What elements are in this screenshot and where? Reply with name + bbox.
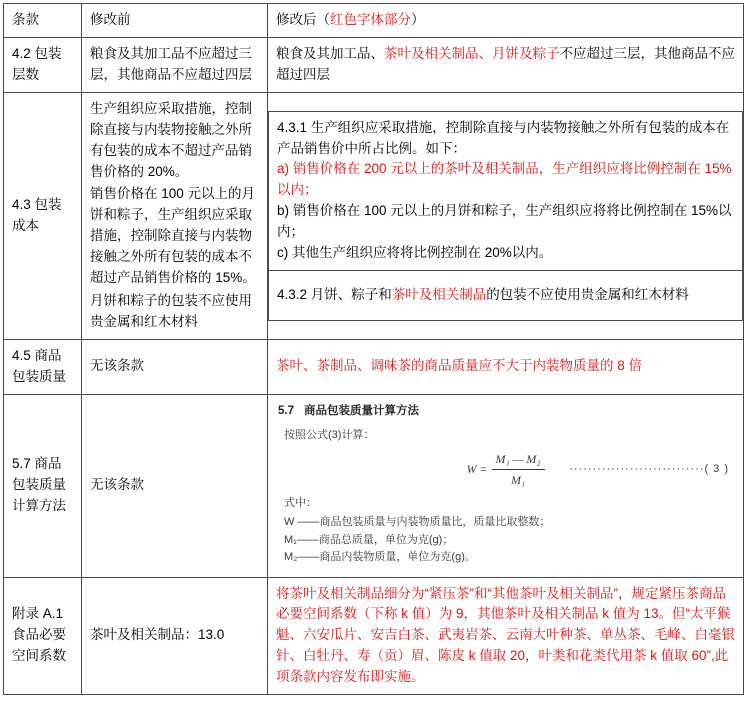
fraction-denominator: M₁ [510,472,526,487]
table-row [4,339,744,394]
before-paragraph: 月饼和粽子的包装不应使用贵金属和红木材料 [90,293,252,329]
header-after [268,4,744,38]
equation-ref-number: ( 3 ) [704,462,729,475]
header-after-tail: ） [411,12,425,27]
after-text-part: 不应超过三层，其他商品不应超过四层 [276,45,735,82]
before-cell: 粮食及其加工品不应超过三层，其他商品不应超过四层 [82,37,268,92]
before-cell: 无该条款 [82,339,268,394]
after-cell: 将茶叶及相关制品细分为“紧压茶”和“其他茶叶及相关制品”，规定紧压茶商品必要空间系数（下称 k 值）为 9，其他茶叶及相关制品 k 值为 13。但“太平猴魁、六安瓜片、安吉白茶、武夷岩茶、云南大叶种茶、单丛茶、毛峰、白毫银针、白牡丹、寿（贡）眉、陈皮 k 值取 20，叶类和花类代用茶 k 值取 60”,此项条款内容发布即实施。 [268,577,744,695]
comparison-table [3,3,744,695]
after-432-part: 4.3.2 月饼、粽子和 [277,287,392,303]
table-row [4,92,744,339]
header-row [4,4,744,38]
formula-equation [278,450,733,489]
after-432-block [269,271,743,321]
before-cell [82,92,268,339]
formula-definition: W ——商品包装质量与内装物质量比，质量比取整数； [284,516,551,528]
before-paragraph: 销售价格在 100 元以上的月饼和粽子，生产组织应采取措施，控制除直接与内装物接触之外所有包装的成本不超过产品销售价格的 15%。 [90,186,256,286]
document-page [0,3,745,711]
header-clause: 条款 [4,4,82,38]
after-inner-row-top [269,111,743,270]
before-cell: 无该条款 [82,394,268,577]
formula-lead: 按照公式(3)计算： [284,429,375,441]
clause-cell: 5.7 商品包装质量计算方法 [4,394,82,577]
clause-cell: 4.2 包装层数 [4,37,82,92]
after-431-block [269,111,743,270]
after-431-item-a: a) 销售价格在 200 元以上的茶叶及相关制品，生产组织应将比例控制在 15%以内； [277,161,732,198]
table-body [4,37,744,694]
after-cell-formula [268,394,744,577]
clause-cell: 4.3 包装成本 [4,92,82,339]
clause-cell: 4.5 商品包装质量 [4,339,82,394]
after-text-part-red: 茶叶及相关制品、月饼及粽子 [384,45,560,61]
fraction-numerator: M₁ — M₂ [492,450,545,470]
after-text-part: 粮食及其加工品、 [276,45,384,61]
formula-block [268,395,743,577]
equation-fraction [492,450,545,489]
formula-definition: M₂——商品内装物质量，单位为克(g)。 [284,551,476,563]
formula-definition: M₁——商品总质量，单位为克(g)； [284,533,454,546]
header-after-red: 红色字体部分 [330,12,411,27]
table-header [4,4,744,38]
header-before: 修改前 [82,4,268,38]
after-431-item-b: b) 销售价格在 100 元以上的月饼和粽子，生产组织应将将比例控制在 15%以内； [277,203,732,240]
table-row [4,577,744,695]
after-432-part: 的包装不应使用贵金属和红木材料 [486,287,689,303]
table-row [4,37,744,92]
formula-where-label: 式中： [284,496,317,509]
equation-lhs: W = [466,462,488,476]
formula-number: 5.7 [278,404,294,417]
after-cell: 茶叶、茶制品、调味茶的商品质量应不大于内装物质量的 8 倍 [268,339,744,394]
after-cell-split [268,92,744,339]
after-432-part-red: 茶叶及相关制品 [391,287,487,303]
after-431-lead: 4.3.1 生产组织应采取措施，控制除直接与内装物接触之外所有包装的成本在产品销售价中所占比例。如下： [277,119,730,156]
after-inner-row-bottom [269,271,743,321]
table-row [4,394,744,577]
formula-title-line [278,403,733,420]
formula-title-text: 商品包装质量计算方法 [304,404,419,417]
after-431-item-c: c) 其他生产组织应将将比例控制在 20%以内。 [277,245,553,261]
after-cell [268,37,744,92]
after-inner-table [268,111,743,321]
equation-reference: ·····························( 3 ) [569,462,729,475]
before-cell: 茶叶及相关制品：13.0 [82,577,268,695]
before-paragraph: 生产组织应采取措施，控制除直接与内装物接触之外所有包装的成本不超过产品销售价格的 20%。 [90,100,252,179]
header-after-plain: 修改后（ [276,12,330,27]
clause-cell: 附录 A.1 食品必要空间系数 [4,577,82,695]
